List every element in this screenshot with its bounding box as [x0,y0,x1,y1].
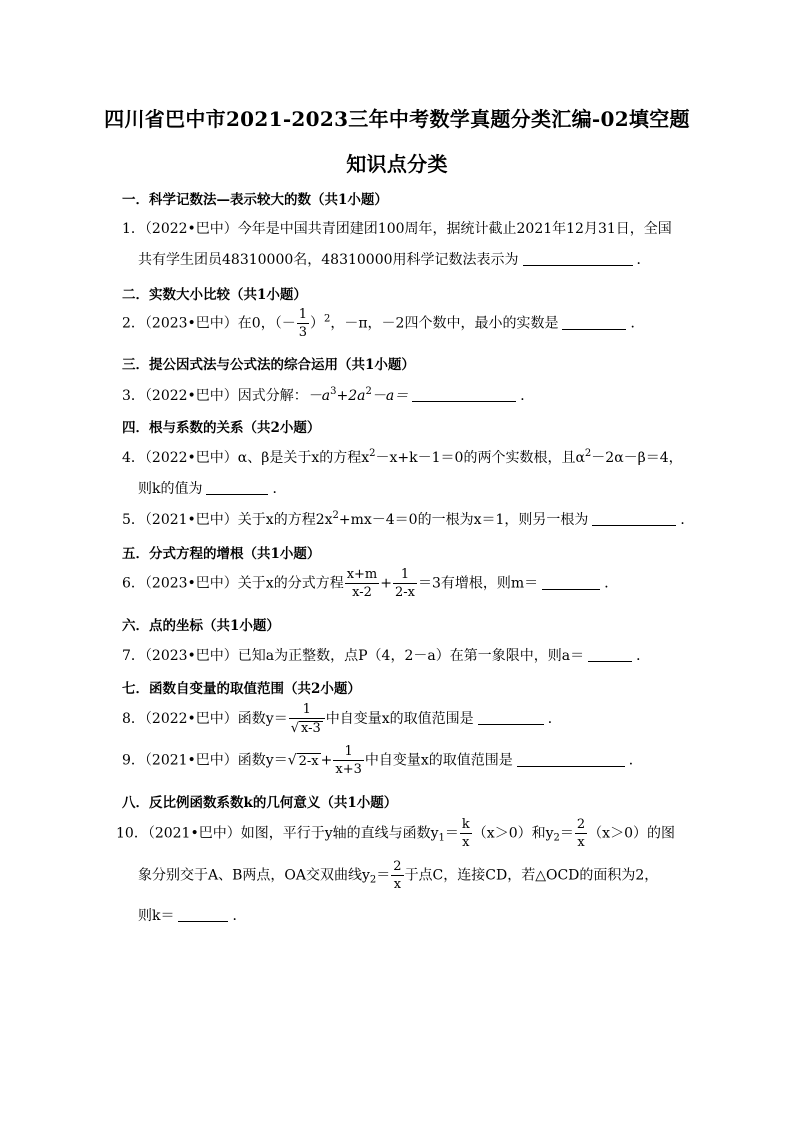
paren-close: ） [309,315,324,332]
fraction-one-over [393,568,417,599]
section-heading-7: 七．函数自变量的取值范围（共2小题） [122,681,361,697]
fraction-2-over-x [575,818,587,849]
fraction-denominator: √ x-3 [290,721,321,736]
document-title: 四川省巴中市2021-2023三年中考数学真题分类汇编-02填空题 [104,107,690,131]
question-8-text-2: 中自变量x的取值范围是 [325,711,474,727]
question-3-text: 3．（2022•巴中）因式分解： [122,388,308,404]
fraction-x-plus-m [345,568,380,599]
fraction-k-over-x [460,818,472,849]
exponent: 2 [332,510,339,521]
equals: ＝ [559,825,574,842]
exponent: 2 [365,386,372,397]
answer-blank-6[interactable] [542,575,600,590]
fraction-numerator: 1 [393,568,417,584]
period: ． [604,575,619,592]
fraction-numerator: 1 [289,703,325,719]
question-1-line-2 [138,249,651,269]
exponent: 2 [369,448,376,459]
question-10-text: 10．（2021•巴中）如图，平行于y轴的直线与函数y [116,825,439,842]
question-6-text-2: ＝3有增根，则m＝ [418,575,539,592]
question-4-line-1 [122,447,683,467]
period: ． [680,512,695,528]
answer-blank-2[interactable] [562,315,626,330]
question-7-text: 7．（2023•巴中）已知a为正整数，点P（4，2－a）在第一象限中，则a＝ [122,648,585,664]
question-5-text: 5．（2021•巴中）关于x的方程2x [122,512,333,528]
equals: ＝ [444,825,459,842]
subscript: 1 [438,832,445,844]
question-10-line-2 [138,860,658,891]
subscript: 2 [369,874,377,886]
exponent: 2 [323,313,331,325]
plus-sign: + [380,575,392,592]
question-10-text-4: 象分别交于A、B两点，OA交双曲线y [138,867,370,884]
question-1-text-2: 共有学生团员48310000名，48310000用科学记数法表示为 [138,252,519,268]
answer-blank-10[interactable] [178,907,228,922]
plus-sign: + [320,752,333,769]
section-heading-4: 四．根与系数的关系（共2小题） [122,420,321,436]
question-9-text: 9．（2021•巴中）函数y＝ [122,752,288,769]
fraction-one-third [297,308,309,339]
period: ． [630,315,645,332]
answer-blank-8[interactable] [478,710,544,725]
fraction-denominator: x-2 [352,585,372,600]
question-2-text: 2．（2023•巴中）在0，（－ [122,315,296,332]
fraction-one-over-sqrt [289,703,325,735]
answer-blank-9[interactable] [517,752,625,767]
question-6-text: 6．（2023•巴中）关于x的分式方程 [122,575,344,592]
question-8-text: 8．（2022•巴中）函数y＝ [122,711,288,727]
question-4-text-4: 则k的值为 [138,481,203,497]
subscript: 2 [553,832,560,844]
question-4-text-2: －x+k－1＝0的两个实数根，且α [375,450,585,466]
question-8 [122,703,562,735]
expr-term: －a [307,388,331,404]
answer-blank-7[interactable] [588,647,632,662]
question-10-line-3 [138,905,246,925]
question-9: 9．（2021•巴中）函数y＝√ 2-x + $\frac{1}{x+3}$ 中自变量x的取值范围是 ． [122,744,643,777]
radicand: 2-x [298,753,319,769]
radicand: x-3 [301,721,321,736]
fraction-denominator: x [462,835,470,850]
section-heading-8: 八．反比例函数系数k的几何意义（共1小题） [122,795,398,811]
document-subtitle: 知识点分类 [346,152,448,176]
question-4-text-3: －2α－β＝4， [591,450,683,466]
question-2-text-2: ，－π，－2四个数中，最小的实数是 [330,315,559,332]
section-heading-5: 五．分式方程的增根（共1小题） [122,546,321,562]
question-5-text-2: +mx－4＝0的一根为x＝1，则另一根为 [338,512,589,528]
question-9-text-2: 中自变量x的取值范围是 [364,752,513,769]
section-heading-6: 六．点的坐标（共1小题） [122,618,280,634]
fraction-denominator: 2-x [395,585,415,600]
question-1-text: 1．（2022•巴中）今年是中国共青团建团100周年，据统计截止2021年12月31日，全国 [122,221,672,237]
fraction-numerator: x+m [346,567,378,582]
period: ． [547,711,562,727]
fraction-numerator: 2 [393,859,402,874]
period: ． [636,648,651,664]
fraction-denominator: x [577,835,585,850]
question-10-text-5: 于点C，连接CD，若△OCD的面积为2， [404,867,659,884]
question-10-line-1 [116,818,675,849]
fraction-numerator: 1 [333,745,364,761]
question-3 [122,385,534,405]
section-heading-3: 三．提公因式法与公式法的综合运用（共1小题） [122,357,415,373]
exponent: 3 [330,386,337,397]
answer-blank-4[interactable] [206,480,268,495]
answer-blank-3[interactable] [412,387,516,402]
question-10-text-2: （x＞0）和y [472,825,554,842]
fraction-numerator: k [461,817,470,832]
period: ． [628,752,643,769]
fraction-denominator: 3 [298,325,307,340]
sqrt-expr [297,753,321,769]
question-4-line-2 [138,478,286,498]
answer-blank-5[interactable] [592,511,676,526]
question-6 [122,568,618,599]
question-2 [122,308,644,339]
fraction-denominator: x+3 [335,762,362,777]
fraction-2-over-x-b [391,860,403,891]
period: ． [520,388,535,404]
fraction-denominator: x [393,877,402,892]
equals: ＝ [376,867,391,884]
fraction-numerator: 1 [298,307,307,322]
answer-blank-1[interactable] [523,251,633,266]
question-4-text: 4．（2022•巴中）α、β是关于x的方程x [122,450,370,466]
section-heading-2: 二．实数大小比较（共1小题） [122,287,307,303]
question-7 [122,645,650,665]
question-10-text-6: 则k＝ [138,908,175,924]
period: ． [636,252,651,268]
period: ． [272,481,287,497]
section-heading-1: 一．科学记数法—表示较大的数（共1小题） [122,192,388,208]
question-5 [122,509,694,529]
fraction-one-over-x-plus-3 [333,745,364,776]
expr-term: +2a [336,388,366,404]
question-1-line-1 [122,218,672,238]
exponent: 2 [584,448,592,459]
question-10-text-3: （x＞0）的图 [588,825,675,842]
expr-term: －a＝ [371,388,409,404]
period: ． [232,908,247,924]
fraction-numerator: 2 [576,817,586,832]
